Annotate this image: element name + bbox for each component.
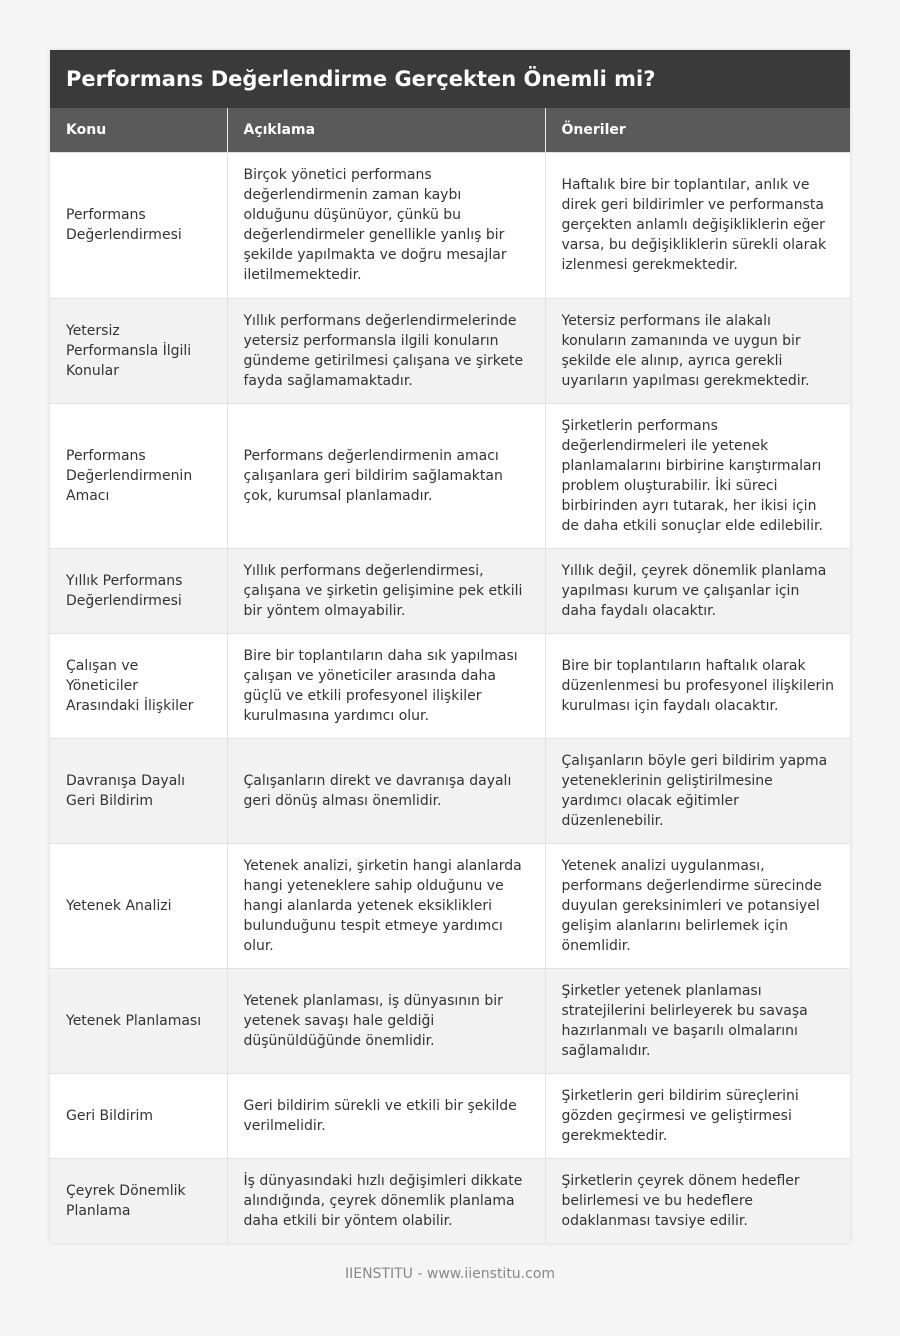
column-header-konu: Konu <box>50 108 227 152</box>
cell-oneriler: Bire bir toplantıların haftalık olarak düzenlenmesi bu profesyonel ilişkilerin kurulması için faydalı olacaktır. <box>545 633 850 738</box>
cell-aciklama: Yetenek planlaması, iş dünyasının bir yetenek savaşı hale geldiği düşünüldüğünde önemlidir. <box>227 968 545 1073</box>
table-row <box>50 1158 850 1243</box>
cell-oneriler: Yetenek analizi uygulanması, performans değerlendirme sürecinde duyulan gereksinimleri ve potansiyel gelişim alanlarını belirlemek için önemlidir. <box>545 843 850 968</box>
table-row <box>50 633 850 738</box>
column-header-aciklama: Açıklama <box>227 108 545 152</box>
cell-oneriler: Şirketlerin geri bildirim süreçlerini gözden geçirmesi ve geliştirmesi gerekmektedir. <box>545 1073 850 1158</box>
table-row <box>50 548 850 633</box>
table-card <box>50 50 850 1243</box>
cell-konu: Yetersiz Performansla İlgili Konular <box>50 298 227 403</box>
cell-aciklama: Yetenek analizi, şirketin hangi alanlarda hangi yeteneklere sahip olduğunu ve hangi alanlarda yetenek eksiklikleri bulunduğunu tespit etmeye yardımcı olur. <box>227 843 545 968</box>
cell-oneriler: Yıllık değil, çeyrek dönemlik planlama yapılması kurum ve çalışanlar için daha faydalı olacaktır. <box>545 548 850 633</box>
cell-konu: Yıllık Performans Değerlendirmesi <box>50 548 227 633</box>
cell-aciklama: Bire bir toplantıların daha sık yapılması çalışan ve yöneticiler arasında daha güçlü ve etkili profesyonel ilişkiler kurulmasına yardımcı olur. <box>227 633 545 738</box>
cell-oneriler: Yetersiz performans ile alakalı konuların zamanında ve uygun bir şekilde ele alınıp, ayrıca gerekli uyarıların yapılması gerekmektedir. <box>545 298 850 403</box>
table-row <box>50 298 850 403</box>
cell-konu: Çeyrek Dönemlik Planlama <box>50 1158 227 1243</box>
table-row <box>50 1073 850 1158</box>
table-header-row <box>50 108 850 152</box>
cell-aciklama: Geri bildirim sürekli ve etkili bir şekilde verilmelidir. <box>227 1073 545 1158</box>
cell-aciklama: Çalışanların direkt ve davranışa dayalı geri dönüş alması önemlidir. <box>227 738 545 843</box>
table-row <box>50 403 850 548</box>
cell-konu: Performans Değerlendirmesi <box>50 152 227 298</box>
page-title: Performans Değerlendirme Gerçekten Önemli mi? <box>50 50 850 108</box>
column-header-oneriler: Öneriler <box>545 108 850 152</box>
table-row <box>50 152 850 298</box>
cell-oneriler: Şirketlerin performans değerlendirmeleri ile yetenek planlamalarını birbirine karıştırmaları problem oluşturabilir. İki süreci birbirinden ayrı tutarak, her ikisi için de daha etkili sonuçlar elde edilebilir. <box>545 403 850 548</box>
cell-aciklama: Birçok yönetici performans değerlendirmenin zaman kaybı olduğunu düşünüyor, çünkü bu değerlendirmeler genellikle yanlış bir şekilde yapılmakta ve doğru mesajlar iletilmemektedir. <box>227 152 545 298</box>
table-row <box>50 843 850 968</box>
data-table <box>50 108 850 1243</box>
cell-konu: Yetenek Planlaması <box>50 968 227 1073</box>
cell-aciklama: Yıllık performans değerlendirmelerinde yetersiz performansla ilgili konuların gündeme getirilmesi çalışana ve şirkete fayda sağlamamaktadır. <box>227 298 545 403</box>
cell-aciklama: Performans değerlendirmenin amacı çalışanlara geri bildirim sağlamaktan çok, kurumsal planlamadır. <box>227 403 545 548</box>
cell-konu: Yetenek Analizi <box>50 843 227 968</box>
cell-konu: Geri Bildirim <box>50 1073 227 1158</box>
table-row <box>50 968 850 1073</box>
cell-oneriler: Şirketler yetenek planlaması stratejilerini belirleyerek bu savaşa hazırlanmalı ve başarılı olmalarını sağlamalıdır. <box>545 968 850 1073</box>
footer-credit: IIENSTITU - www.iienstitu.com <box>344 1266 556 1282</box>
cell-konu: Çalışan ve Yöneticiler Arasındaki İlişkiler <box>50 633 227 738</box>
cell-oneriler: Çalışanların böyle geri bildirim yapma yeteneklerinin geliştirilmesine yardımcı olacak eğitimler düzenlenebilir. <box>545 738 850 843</box>
cell-oneriler: Şirketlerin çeyrek dönem hedefler belirlemesi ve bu hedeflere odaklanması tavsiye edilir. <box>545 1158 850 1243</box>
cell-aciklama: İş dünyasındaki hızlı değişimleri dikkate alındığında, çeyrek dönemlik planlama daha etkili bir yöntem olabilir. <box>227 1158 545 1243</box>
cell-aciklama: Yıllık performans değerlendirmesi, çalışana ve şirketin gelişimine pek etkili bir yöntem olmayabilir. <box>227 548 545 633</box>
cell-konu: Performans Değerlendirmenin Amacı <box>50 403 227 548</box>
cell-oneriler: Haftalık bire bir toplantılar, anlık ve direk geri bildirimler ve performansta gerçekten anlamlı değişikliklerin eğer varsa, bu değişikliklerin sürekli olarak izlenmesi gerekmektedir. <box>545 152 850 298</box>
table-row <box>50 738 850 843</box>
cell-konu: Davranışa Dayalı Geri Bildirim <box>50 738 227 843</box>
